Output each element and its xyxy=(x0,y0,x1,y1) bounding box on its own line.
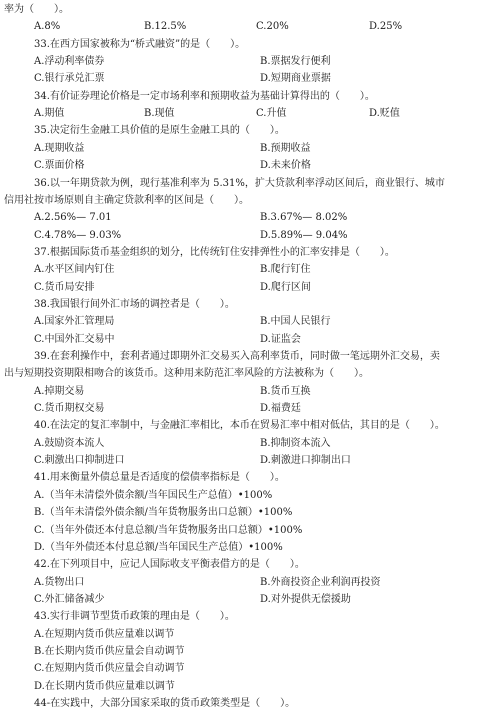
option-d: D.贬值 xyxy=(369,108,400,120)
question-text: 35.决定衍生金融工具价值的是原生金融工具的（ ）。 xyxy=(34,125,285,137)
option-left: A.国家外汇管理局 xyxy=(34,316,115,328)
option-left: A.水平区间内钉住 xyxy=(34,264,115,276)
text-line xyxy=(0,607,499,626)
text-line xyxy=(0,191,499,210)
option-c: C.升值 xyxy=(256,108,287,120)
text-line xyxy=(0,538,499,557)
option-left: C.中国外汇交易中 xyxy=(34,333,115,345)
option-right: B.预期收益 xyxy=(260,142,311,154)
option-right: B.3.67%— 8.02% xyxy=(260,212,348,224)
option-left: C.外汇储备减少 xyxy=(34,593,105,605)
text-line xyxy=(0,416,499,435)
text-line xyxy=(0,121,499,140)
text-line xyxy=(0,642,499,661)
text-line xyxy=(0,226,499,245)
option-right: D.5.89%— 9.04% xyxy=(260,229,348,241)
question-text: 34.有价证券理论价格是一定市场利率和预期收益为基础计算得出的（ ）。 xyxy=(34,90,375,102)
option-left: A.现期收益 xyxy=(34,142,85,154)
option-left: C.票面价格 xyxy=(34,160,85,172)
continuation-text: 率为（ ）。 xyxy=(4,4,69,15)
option-a: A.8% xyxy=(34,21,61,33)
option-d: D.25% xyxy=(369,21,403,33)
text-line xyxy=(0,573,499,592)
continuation-text: 出与短期投资期限相吻合的该货币。这种用来防范汇率风险的方法被称为（ ）。 xyxy=(4,368,369,380)
text-line xyxy=(0,52,499,71)
option-right: B.中国人民银行 xyxy=(260,316,331,328)
option-left: C.货币局安排 xyxy=(34,281,95,293)
question-text: A.（当年未清偿外债余额/当年国民生产总值）•100% xyxy=(34,489,273,501)
question-text: 40.在法定的复汇率制中，与金融汇率相比，本币在贸易汇率中相对低估，其目的是（ ）。 xyxy=(34,420,445,432)
text-line xyxy=(0,347,499,366)
text-line xyxy=(0,260,499,279)
question-text: B.（当年未清偿外债余额/当年货物服务出口总额）•100% xyxy=(34,507,293,519)
option-right: D.短期商业票据 xyxy=(260,73,331,85)
option-right: D.刺激进口抑制出口 xyxy=(260,455,351,467)
question-text: 43.实行非调节型货币政策的理由是（ ）。 xyxy=(34,611,235,623)
text-line xyxy=(0,243,499,262)
text-line xyxy=(0,555,499,574)
option-left: A.浮动利率债券 xyxy=(34,56,105,68)
option-left: C.货币期权交易 xyxy=(34,403,105,415)
text-line xyxy=(0,69,499,88)
option-right: D.证监会 xyxy=(260,333,301,345)
text-line xyxy=(0,208,499,227)
option-right: B.爬行钉住 xyxy=(260,264,311,276)
text-line xyxy=(0,295,499,314)
question-text: 44-在实践中，大部分国家采取的货币政策类型是（ ）。 xyxy=(34,698,296,709)
option-right: D.爬行区间 xyxy=(260,281,311,293)
question-text: 38.我国银行间外汇市场的调控者是（ ）。 xyxy=(34,298,235,310)
text-line xyxy=(0,399,499,418)
question-text: 42.在下列项目中，应记人国际收支平衡表借方的是（ ）。 xyxy=(34,559,305,571)
question-text: 33.在西方国家被称为“桥式融资”的是（ ）。 xyxy=(34,38,246,50)
option-right: B.外商投资企业利润再投资 xyxy=(260,576,381,588)
text-line xyxy=(0,364,499,383)
text-line xyxy=(0,156,499,175)
text-line xyxy=(0,677,499,696)
text-line xyxy=(0,35,499,54)
text-line xyxy=(0,659,499,678)
option-right: B.票据发行便利 xyxy=(260,56,331,68)
option-b: B.现值 xyxy=(144,108,175,120)
option-a: A.期值 xyxy=(34,108,65,120)
option-left: A.货物出口 xyxy=(34,576,85,588)
text-line xyxy=(0,312,499,331)
option-left: A.鼓励资本流人 xyxy=(34,437,105,449)
option-left: A.2.56%— 7.01 xyxy=(34,212,112,224)
text-line xyxy=(0,486,499,505)
text-line xyxy=(0,382,499,401)
question-text: C.（当年外债还本付息总额/当年货物服务出口总额）•100% xyxy=(34,524,303,536)
text-line xyxy=(0,503,499,522)
text-line xyxy=(0,104,499,123)
question-text: 39.在套利操作中，套利者通过即期外汇交易买入高利率货币，同时做一笔远期外汇交易，卖 xyxy=(34,351,440,362)
option-right: D.未来价格 xyxy=(260,160,311,172)
option-left: C.4.78%— 9.03% xyxy=(34,229,122,241)
text-line xyxy=(0,694,499,713)
text-line xyxy=(0,87,499,106)
text-line xyxy=(0,434,499,453)
option-b: B.12.5% xyxy=(144,21,187,33)
text-line xyxy=(0,0,499,19)
text-line xyxy=(0,17,499,36)
text-line xyxy=(0,330,499,349)
question-text: A.在短期内货币供应量难以调节 xyxy=(34,628,175,640)
text-line xyxy=(0,521,499,540)
question-text: 36.以一年期贷款为例，现行基准利率为 5.31%，扩大贷款利率浮动区间后，商业银行、城市 xyxy=(34,177,445,189)
option-right: D.对外提供无偿援助 xyxy=(260,593,351,605)
option-right: D.福费廷 xyxy=(260,403,301,415)
text-line xyxy=(0,139,499,158)
option-left: A.掉期交易 xyxy=(34,385,85,397)
option-left: C.刺激出口抑制进口 xyxy=(34,455,125,467)
option-right: B.货币互换 xyxy=(260,385,311,397)
text-line xyxy=(0,451,499,470)
text-line xyxy=(0,590,499,609)
continuation-text: 信用社按市场原则自主确定贷款利率的区间是（ ）。 xyxy=(4,194,249,206)
text-line xyxy=(0,174,499,193)
question-text: D.在长期内货币供应量难以调节 xyxy=(34,680,175,692)
text-line xyxy=(0,625,499,644)
question-text: D.（当年外债还本付息总额/当年国民生产总值）•100% xyxy=(34,541,283,553)
option-c: C.20% xyxy=(256,21,289,33)
text-line xyxy=(0,468,499,487)
question-text: C.在短期内货币供应量会自动调节 xyxy=(34,663,185,675)
option-right: B.抑制资本流入 xyxy=(260,437,331,449)
option-left: C.银行承兑汇票 xyxy=(34,73,105,85)
question-text: 37.根据国际货币基金组织的划分，比传统钉住安排弹性小的汇率安排是（ ）。 xyxy=(34,246,395,258)
text-line xyxy=(0,278,499,297)
question-text: B.在长期内货币供应量会自动调节 xyxy=(34,645,185,657)
question-text: 41.用来衡量外债总量是否适度的偿债率指标是（ ）。 xyxy=(34,472,285,484)
